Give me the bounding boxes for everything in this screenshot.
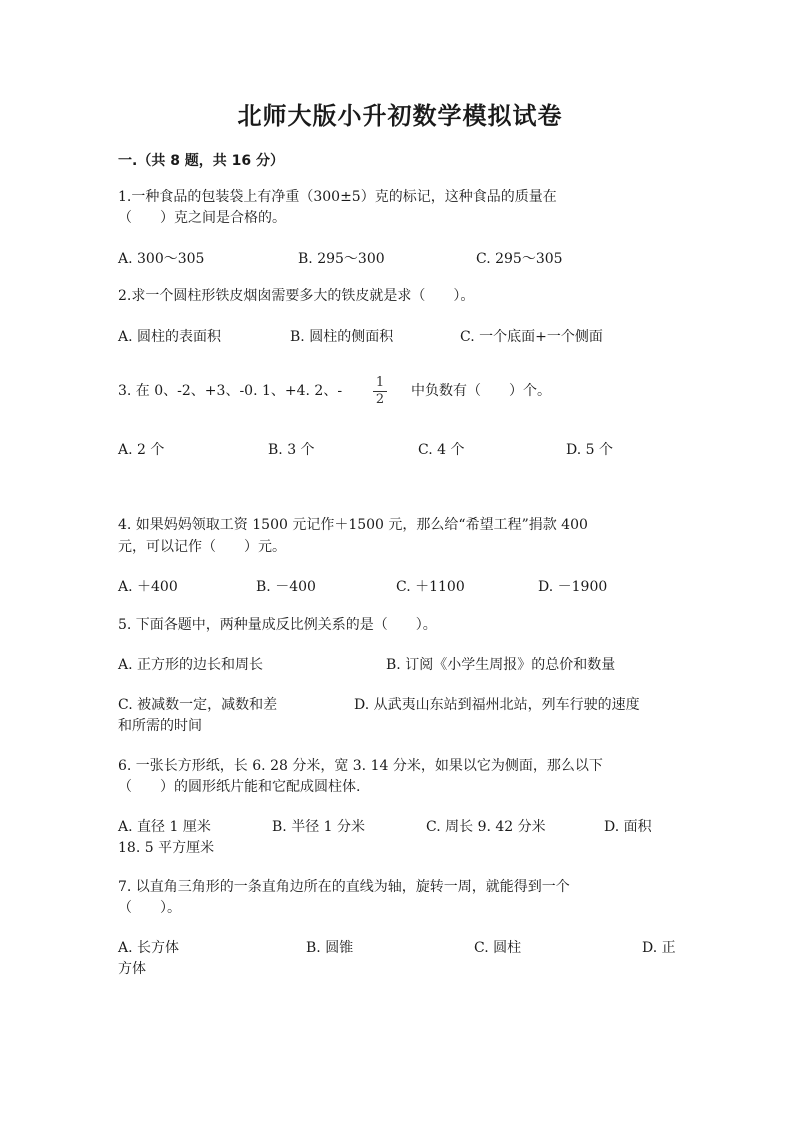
question-4-option-d: D. －1900 [538,579,608,595]
question-3-option-b: B. 3 个 [268,442,315,458]
question-7-option-c: C. 圆柱 [474,940,522,956]
section-heading: 一.（共 8 题，共 16 分） [118,153,285,169]
question-5-option-d-cont: 和所需的时间 [118,718,202,734]
question-5-option-c: C. 被减数一定，减数和差 [118,697,278,713]
question-6-option-c: C. 周长 9. 42 分米 [426,819,546,835]
question-5-text: 5. 下面各题中，两种量成反比例关系的是（ ）。 [118,617,437,633]
question-6-option-d-cont: 18. 5 平方厘米 [118,840,215,856]
question-2-option-c: C. 一个底面+一个侧面 [460,329,603,345]
question-4-option-c: C. ＋1100 [396,579,465,595]
question-1-option-c: C. 295～305 [476,251,563,267]
question-7-option-d: D. 正 [642,940,676,956]
question-1-text-cont: （ ）克之间是合格的。 [118,210,286,226]
question-2-option-a: A. 圆柱的表面积 [118,329,222,345]
question-4-text: 4. 如果妈妈领取工资 1500 元记作＋1500 元，那么给“希望工程”捐款 400 [118,517,588,533]
question-7-option-a: A. 长方体 [118,940,180,956]
fraction-denominator: 2 [375,392,385,407]
question-7-option-b: B. 圆锥 [306,940,354,956]
question-1-option-b: B. 295～300 [298,251,385,267]
question-2-option-b: B. 圆柱的侧面积 [290,329,394,345]
question-5-option-a: A. 正方形的边长和周长 [118,657,264,673]
question-7-text-cont: （ ）。 [118,900,181,916]
question-6-text: 6. 一张长方形纸，长 6. 28 分米，宽 3. 14 分米，如果以它为侧面，那么以下 [118,758,603,774]
question-2-text: 2.求一个圆柱形铁皮烟囱需要多大的铁皮就是求（ ）。 [118,288,475,304]
question-7-option-d-cont: 方体 [118,961,146,977]
question-6-option-b: B. 半径 1 分米 [272,819,365,835]
question-7-text: 7. 以直角三角形的一条直角边所在的直线为轴，旋转一周，就能得到一个 [118,879,570,895]
question-3-text: 3. 在 0、-2、+3、-0. 1、+4. 2、- [118,383,343,399]
fraction-numerator: 1 [375,375,385,390]
question-4-option-a: A. ＋400 [118,579,178,595]
question-3-text-suffix: 中负数有（ ）个。 [411,383,551,399]
question-5-option-d: D. 从武夷山东站到福州北站，列车行驶的速度 [354,697,640,713]
question-3-option-c: C. 4 个 [418,442,465,458]
question-1-option-a: A. 300～305 [118,251,205,267]
fraction-one-half [373,376,387,407]
question-3-option-a: A. 2 个 [118,442,165,458]
page-title: 北师大版小升初数学模拟试卷 [237,102,563,130]
question-6-option-a: A. 直径 1 厘米 [118,819,211,835]
question-3-option-d: D. 5 个 [566,442,613,458]
question-4-option-b: B. －400 [256,579,316,595]
question-4-text-cont: 元，可以记作（ ）元。 [118,539,286,555]
question-6-option-d: D. 面积 [604,819,652,835]
question-5-option-b: B. 订阅《小学生周报》的总价和数量 [386,657,616,673]
question-1-text: 1.一种食品的包装袋上有净重（300±5）克的标记，这种食品的质量在 [118,189,557,205]
question-6-text-cont: （ ）的圆形纸片能和它配成圆柱体. [118,779,361,795]
